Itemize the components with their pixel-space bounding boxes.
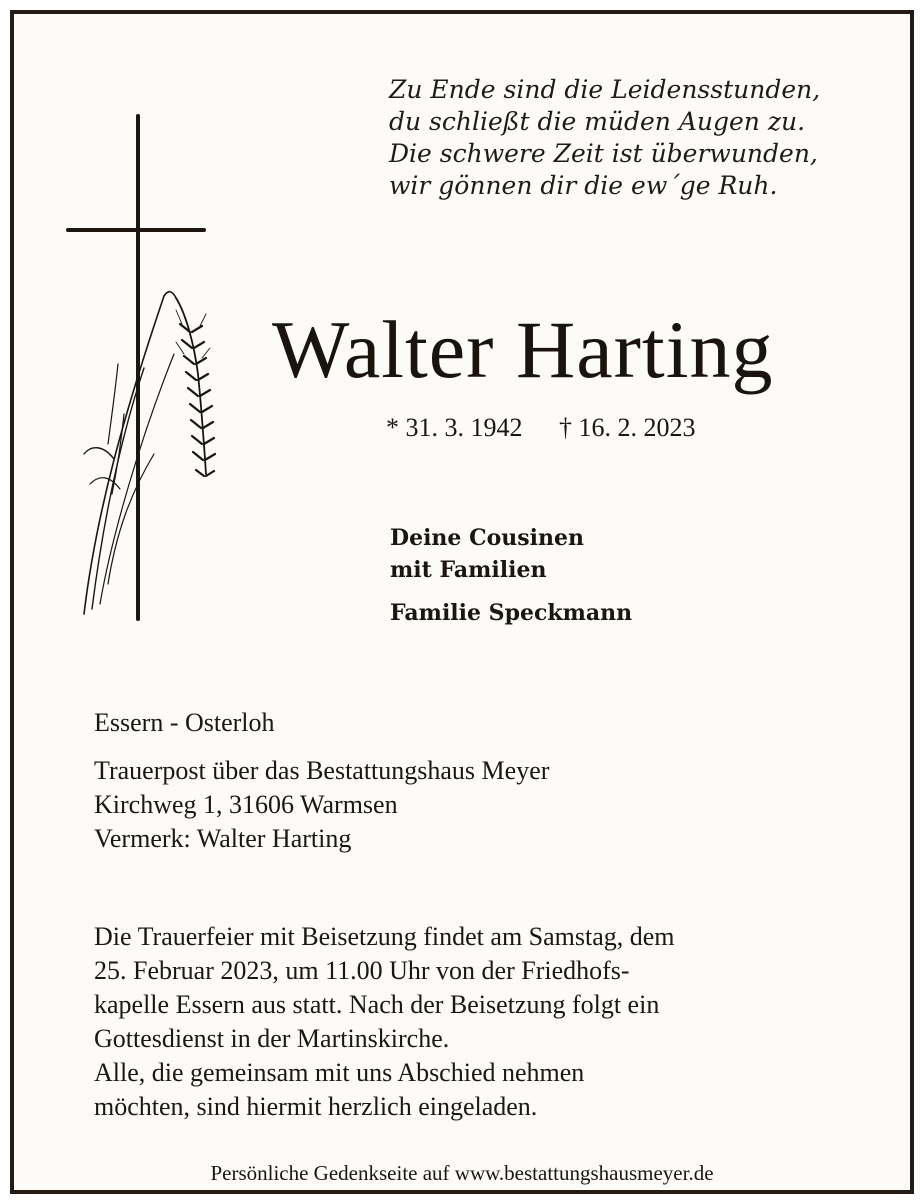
ceremony-line: Gottesdienst in der Martinskirche. (94, 1024, 450, 1053)
cross-with-wheat-ears-icon (64, 114, 224, 624)
death-date: † 16. 2. 2023 (559, 413, 696, 442)
mourner-line: Deine Cousinen (390, 525, 584, 551)
invitation-line: möchten, sind hiermit herzlich eingeladen. (94, 1092, 538, 1121)
mourner-family: Familie Speckmann (390, 600, 633, 626)
invitation (94, 1056, 584, 1124)
ceremony-info (94, 920, 675, 1056)
poem-line: du schließt die müden Augen zu. (389, 107, 806, 136)
obituary-notice (10, 10, 914, 1194)
mourners (390, 522, 632, 629)
poem-line: Die schwere Zeit ist überwunden, (389, 139, 818, 168)
ceremony-line: kapelle Essern aus statt. Nach der Beisetzung folgt ein (94, 990, 660, 1019)
life-dates (386, 412, 696, 444)
memorial-page-footer: Persönliche Gedenkseite auf www.bestattungshausmeyer.de (210, 1161, 714, 1185)
address-line: Trauerpost über das Bestattungshaus Meyer (94, 756, 550, 785)
address-line: Vermerk: Walter Harting (94, 824, 352, 853)
deceased-name: Walter Harting (272, 304, 774, 395)
birth-date: * 31. 3. 1942 (386, 413, 523, 442)
condolence-address (94, 754, 549, 856)
poem (389, 74, 820, 202)
ceremony-line: 25. Februar 2023, um 11.00 Uhr von der Friedhofs- (94, 956, 630, 985)
poem-line: Zu Ende sind die Leidensstunden, (389, 75, 821, 104)
address-line: Kirchweg 1, 31606 Warmsen (94, 790, 398, 819)
ceremony-line: Die Trauerfeier mit Beisetzung findet am Samstag, dem (94, 922, 675, 951)
place-line: Essern - Osterloh (94, 708, 275, 737)
mourner-line: mit Familien (390, 557, 547, 583)
invitation-line: Alle, die gemeinsam mit uns Abschied nehmen (94, 1058, 585, 1087)
place (94, 706, 275, 740)
poem-line: wir gönnen dir die ew´ge Ruh. (389, 171, 778, 200)
